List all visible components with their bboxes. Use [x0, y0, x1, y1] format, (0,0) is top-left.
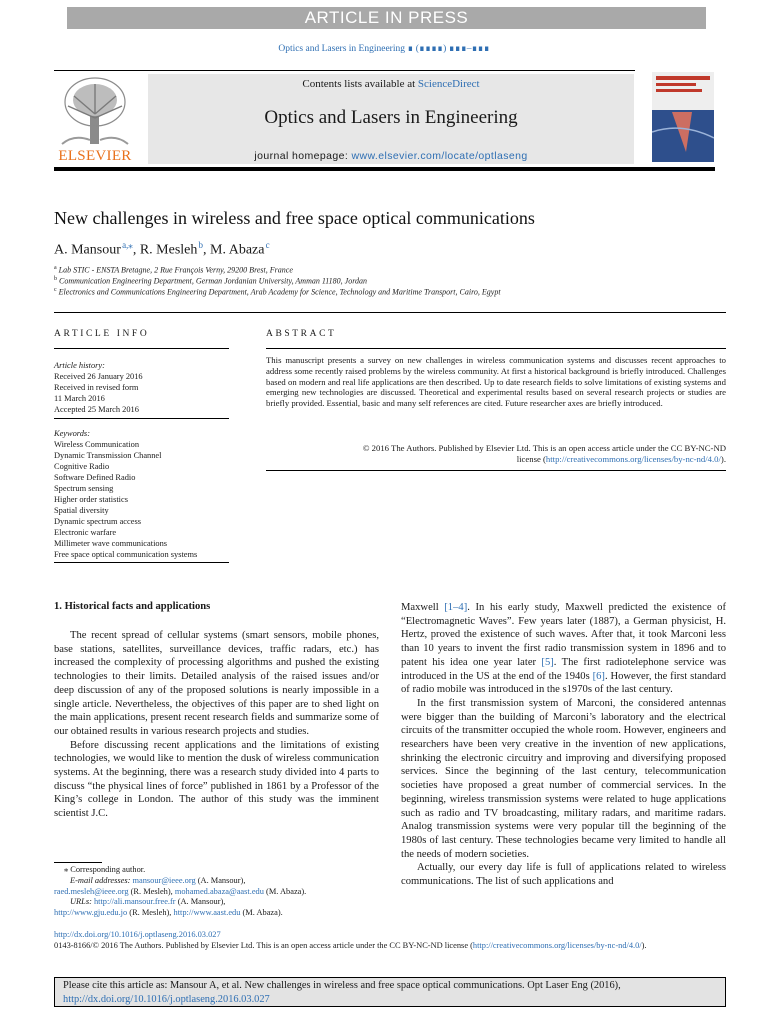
keyword: Spectrum sensing	[54, 484, 114, 493]
affiliation-mark: a	[54, 265, 57, 271]
keywords-label: Keywords:	[54, 429, 90, 438]
footnotes	[54, 865, 384, 919]
body-column-right	[401, 601, 726, 889]
author-affiliation-mark[interactable]: b	[198, 240, 204, 250]
header-top-rule	[54, 70, 635, 71]
contents-line	[148, 78, 634, 90]
email-label: E-mail addresses:	[70, 875, 133, 885]
history-line: Received in revised form	[54, 383, 139, 392]
cite-text: Please cite this article as: Mansour A, et al. New challenges in wireless and free space optical communications. Opt Laser Eng (2016),	[63, 980, 621, 991]
journal-homepage-link[interactable]: www.elsevier.com/locate/optlaseng	[351, 150, 528, 162]
cite-this-article-box	[54, 977, 726, 1007]
article-info-column	[54, 360, 229, 560]
keyword: Electronic warfare	[54, 528, 117, 537]
url-label: URLs:	[70, 897, 94, 907]
history-label: Article history:	[54, 361, 105, 370]
journal-cover-image[interactable]	[652, 72, 714, 162]
url-link[interactable]: http://ali.mansour.free.fr	[93, 897, 176, 907]
article-in-press-banner: ARTICLE IN PRESS	[67, 7, 706, 29]
url-owner: (R. Mesleh),	[127, 908, 174, 918]
email-line	[54, 876, 384, 887]
keywords-rule-bottom	[54, 562, 229, 563]
keyword: Free space optical communication systems	[54, 550, 198, 559]
body-paragraph	[401, 601, 726, 697]
keyword: Dynamic spectrum access	[54, 517, 141, 526]
url-owner: (A. Mansour),	[175, 897, 226, 907]
copyright-prefix: 0143-8166/© 2016 The Authors. Published by Elsevier Ltd. This is an open access article under the CC BY-NC-ND license (	[54, 941, 473, 950]
url-link[interactable]: http://www.gju.edu.jo	[54, 908, 128, 918]
abstract-text: This manuscript presents a survey on new challenges in wireless communication systems and discusses recent approaches to address some recently raised problems by the wireless community. At first a historical background is briefly introduced. Challenges based on modern and real life applications are then described. Up to date research fields to solve limitations of existing systems and emerging new technologies are discussed. Theoretical and experimental results based on several research projects or studies are briefly provided. Essential, basic and many self references are cited. Future researcher axes are briefly introduced.	[266, 355, 726, 409]
keyword: Wireless Communication	[54, 440, 140, 449]
affiliation	[54, 276, 367, 286]
doi-link[interactable]: http://dx.doi.org/10.1016/j.optlaseng.2016.03.027	[54, 930, 221, 939]
url-link[interactable]: http://www.aast.edu	[173, 908, 241, 918]
affiliation-text: Lab STIC - ENSTA Bretagne, 2 Rue François Verny, 29200 Brest, France	[58, 265, 293, 275]
keyword: Millimeter wave communications	[54, 539, 168, 548]
cite-doi-link[interactable]: http://dx.doi.org/10.1016/j.optlaseng.2016.03.027	[63, 993, 270, 1005]
elsevier-wordmark: ELSEVIER	[58, 148, 132, 164]
email-line	[54, 887, 384, 898]
abstract-heading: ABSTRACT	[266, 329, 337, 339]
keyword: Higher order statistics	[54, 495, 128, 504]
running-head: Optics and Lasers in Engineering ∎ (∎∎∎∎) ∎∎∎–∎∎∎	[278, 44, 490, 54]
affiliations-rule	[54, 312, 726, 313]
keyword: Software Defined Radio	[54, 473, 136, 482]
license-line: © 2016 The Authors. Published by Elsevier Ltd. This is an open access article under the CC BY-NC-ND	[362, 443, 726, 453]
citation-link[interactable]: [6]	[592, 670, 605, 682]
abstract-rule-bottom	[266, 470, 726, 471]
affiliation-text: Communication Engineering Department, German Jordanian University, Amman 11180, Jordan	[59, 276, 368, 286]
author-name: A. Mansour	[54, 242, 121, 258]
article-info-rule	[54, 348, 229, 349]
copyright-license-link[interactable]: http://creativecommons.org/licenses/by-nc-nd/4.0/	[472, 941, 642, 950]
sciencedirect-link[interactable]: ScienceDirect	[417, 78, 480, 90]
body-paragraph: Before discussing recent applications and the limitations of existing technologies, we would like to mention the dusk of wireless communication systems. At the beginning, there was a research study divided into 4 parts to discuss “the physical lines of force” published in 1861 by a Professor of the King’s college in London. The author of this study was the imminent scientist J.C.	[54, 739, 379, 820]
cover-laser-graphic	[652, 72, 714, 162]
body-column-left	[54, 629, 379, 821]
history-line: Received 26 January 2016	[54, 372, 143, 381]
url-line	[54, 897, 384, 908]
section-heading: 1. Historical facts and applications	[54, 601, 211, 612]
abstract-rule-top	[266, 348, 726, 349]
author-affiliation-mark[interactable]: a,⁎	[122, 240, 133, 250]
body-paragraph: Actually, our every day life is full of applications related to wireless communications. The list of such applications and	[401, 862, 726, 888]
homepage-prefix: journal homepage:	[254, 150, 352, 162]
url-owner: (M. Abaza).	[240, 908, 283, 918]
affiliation-mark: b	[54, 276, 57, 282]
abstract-license	[266, 443, 726, 465]
text-run: Maxwell	[401, 602, 445, 613]
text-run: . The first radiotelephone service was introduced in the US at the end of the 1940s	[401, 656, 727, 682]
journal-homepage-line	[148, 150, 634, 162]
email-owner: (R. Mesleh),	[128, 886, 175, 896]
author-affiliation-mark[interactable]: c	[265, 240, 270, 250]
author-list: A. Mansour $^{a,⁎}$, R. Mesleh $^b$, M. Abaza $^c$	[54, 240, 270, 258]
author-name: R. Mesleh	[139, 242, 198, 258]
history-line: Accepted 25 March 2016	[54, 405, 139, 414]
keyword: Spatial diversity	[54, 506, 109, 515]
corresponding-author-note: ⁎ Corresponding author.	[64, 865, 146, 874]
affiliation	[54, 265, 293, 275]
affiliation-mark: c	[54, 287, 57, 293]
email-link[interactable]: mansour@ieee.org	[132, 875, 196, 885]
affiliation-text: Electronics and Communications Engineering Department, Arab Academy for Science, Technology and Maritime Transport, Cairo, Egypt	[58, 287, 501, 297]
email-owner: (A. Mansour),	[195, 875, 246, 885]
citation-link[interactable]: [5]	[541, 656, 554, 668]
url-line	[54, 908, 384, 919]
affiliation	[54, 287, 501, 297]
author-name: M. Abaza	[210, 242, 265, 258]
copyright-suffix: ).	[641, 941, 647, 950]
text-run: . In his early study, Maxwell predicted the existence of “Electromagnetic Waves”. Few years later (1887), a German physicist, H. Hertz, proved the existence of such waves. After that, it took Marconi less than 10 years to invent the first radio transmission system in 1896 and to patent his idea one year later	[401, 602, 726, 668]
citation-link[interactable]: [1–4]	[444, 602, 468, 613]
history-line: 11 March 2016	[54, 394, 105, 403]
email-owner: (M. Abaza).	[263, 886, 307, 896]
history-rule	[54, 415, 229, 419]
article-title: New challenges in wireless and free space optical communications	[54, 208, 535, 228]
header-bottom-rule	[54, 167, 715, 171]
email-link[interactable]: raed.mesleh@ieee.org	[54, 886, 129, 896]
contents-prefix: Contents lists available at	[302, 78, 418, 90]
keyword: Cognitive Radio	[54, 462, 110, 471]
body-paragraph: In the first transmission system of Marconi, the considered antennas were bigger than the building of Marconi’s laboratory and the electrical circuits of the transmitter occupied the whole room. However, engineers and researchers have been very creative in the invention of new applications, shrinking the electronic circuitry and improving and diversifying proposed services. Since the beginning of the last century, telecommunication societies have proposed a great number of commercial services. In the beginning, wireless transmission systems were related to huge applications such as radio and TV broadcasting, military radars, and maritime radars. Analog transmission systems were very popular till the beginning of the 1980s of last century. These technologies became very limited to handle all the needs of modern societies.	[401, 697, 726, 860]
license-prefix: license (	[516, 453, 546, 464]
copyright-line	[54, 941, 744, 950]
footnote-rule	[54, 862, 102, 863]
article-info-heading: ARTICLE INFO	[54, 329, 150, 339]
email-link[interactable]: mohamed.abaza@aast.edu	[174, 886, 264, 896]
license-suffix: ).	[720, 453, 726, 464]
license-link[interactable]: http://creativecommons.org/licenses/by-nc-nd/4.0/	[545, 453, 721, 464]
journal-title: Optics and Lasers in Engineering	[264, 107, 518, 128]
keyword: Dynamic Transmission Channel	[54, 451, 162, 460]
text-run: . However, the first standard of radio mobile was introduced in the s1970s of the last century.	[401, 670, 726, 696]
body-paragraph: The recent spread of cellular systems (smart sensors, mobile phones, base stations, satellites, surveillance devices, traffic radars, etc.) has increased the complexity of processing algorithms and pushed the existing technologies to their limits. Detailed analysis of the raised issues and/or deep discussion of any of the proposed solutions is nearly impossible in a single article. Nevertheless, the objectives of this paper are to shed light on the main applications, present recent research fields and summarize some of our obtained results in various research projects and studies.	[54, 630, 379, 737]
